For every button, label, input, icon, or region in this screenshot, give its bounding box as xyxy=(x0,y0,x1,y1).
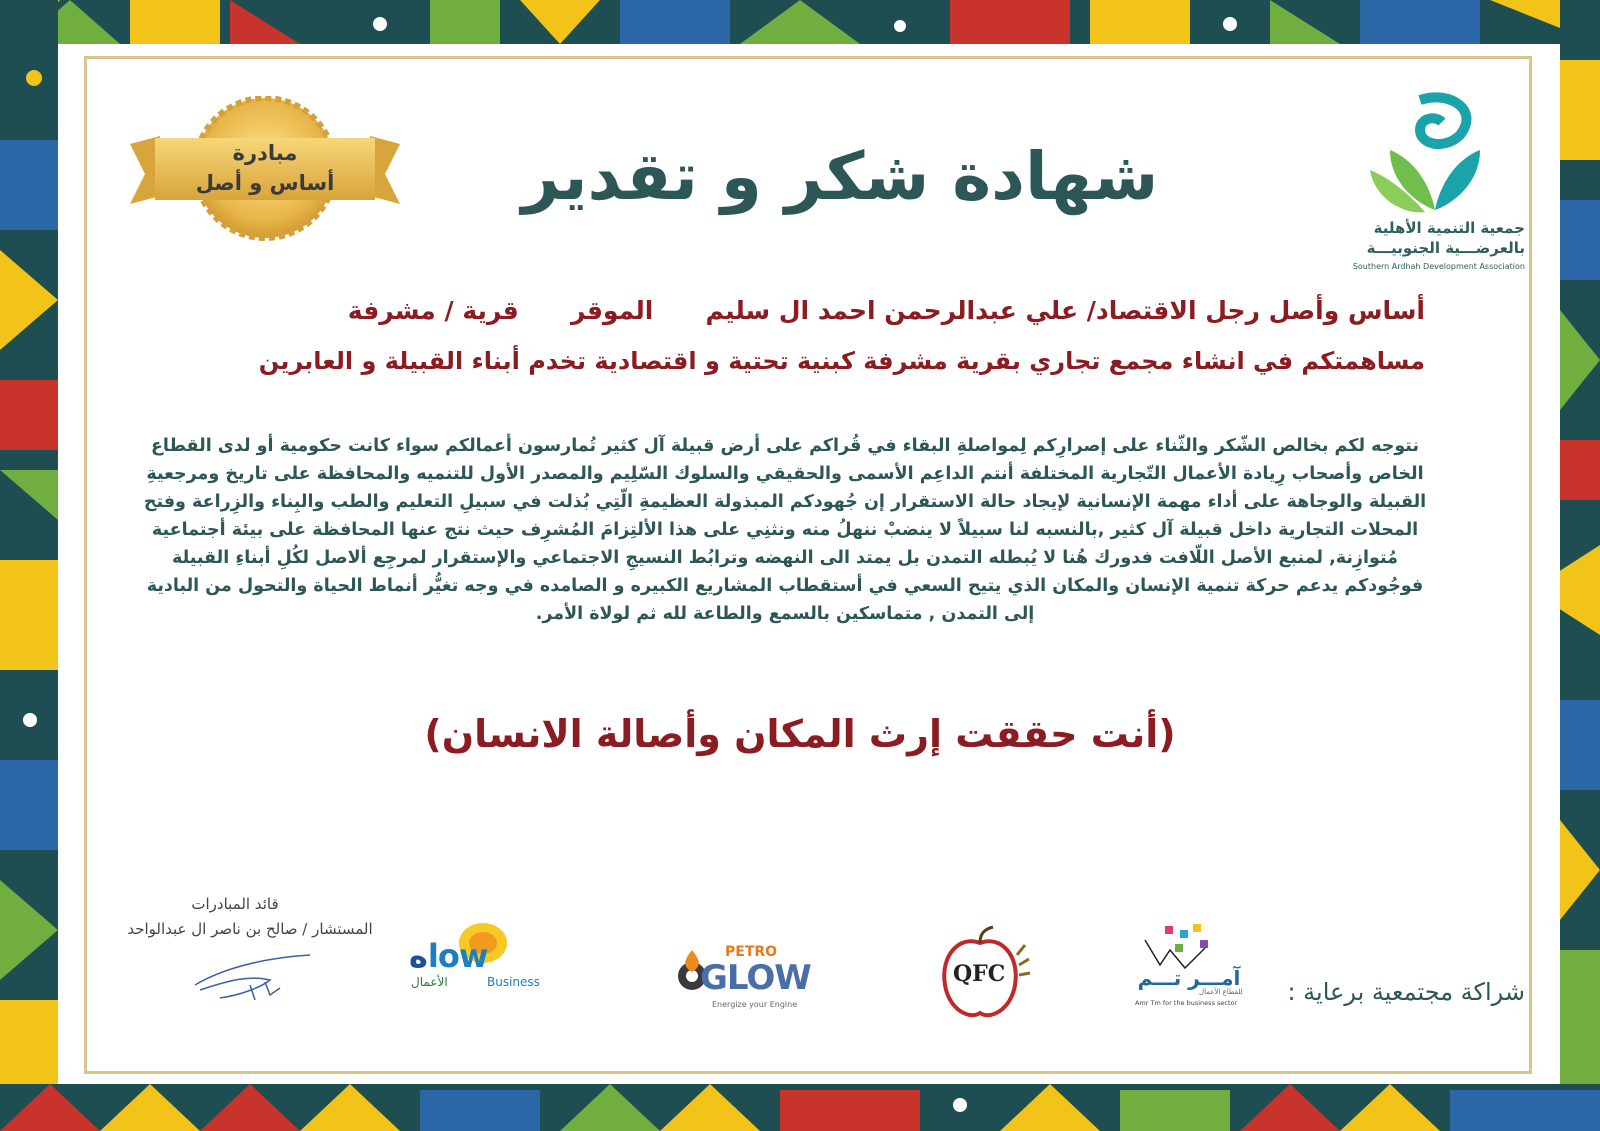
sponsor-logo-amr-tm xyxy=(1125,920,1245,1015)
badge-line1: مبادرة xyxy=(232,141,298,165)
organization-name-line1: جمعية التنمية الأهلية xyxy=(1373,219,1525,237)
sponsor-logo-petroglow xyxy=(670,944,840,1018)
sponsor-low-name: low xyxy=(427,937,488,975)
badge-line2: أساس و أصل xyxy=(195,171,335,195)
sponsor-petroglow-sub: Energize your Engine xyxy=(712,1000,798,1009)
certificate-title: شهادة شكر و تقدير xyxy=(521,138,1159,215)
sponsor-qfc-name: QFC xyxy=(953,961,1006,987)
initiative-badge xyxy=(180,138,350,198)
organization-name-en: Southern Ardhah Development Association xyxy=(1352,262,1525,271)
sponsor-logo-low-business xyxy=(405,915,545,1005)
organization-name-line2: بالعرضـــية الجنوبيـــة xyxy=(1366,239,1525,257)
closing-quote: (أنت حققت إرث المكان وأصالة الانسان) xyxy=(424,712,1176,756)
organization-name xyxy=(1340,218,1525,258)
signer-title: قائد المبادرات xyxy=(191,895,279,913)
signature-icon xyxy=(190,950,320,1010)
sponsor-low-prefix: ه xyxy=(409,937,428,975)
sponsor-amr-tm-tag: للقطاع الأعمال xyxy=(1199,988,1243,996)
sponsor-amr-tm-sub: Amr Tm for the business sector xyxy=(1135,999,1238,1007)
signer-name: المستشار / صالح بن ناصر ال عبدالواحد xyxy=(127,920,373,938)
sponsor-low-en: Business xyxy=(487,975,540,989)
partners-label: شراكة مجتمعية برعاية : xyxy=(1287,978,1525,1006)
sponsor-petroglow-top: PETRO xyxy=(725,944,778,960)
recipient-line: أساس وأصل رجل الاقتصاد/ علي عبدالرحمن احمد ال سليم الموقر قرية / مشرفة xyxy=(347,296,1425,325)
sponsor-amr-tm-name: آمـــر تـــم xyxy=(1137,966,1241,990)
sponsor-low-ar: الأعمال xyxy=(411,975,448,989)
sponsor-petroglow-name: GLOW xyxy=(700,958,811,998)
sponsor-logo-qfc xyxy=(935,925,1035,1025)
contribution-line: مساهمتكم في انشاء مجمع تجاري بقرية مشرفة كبنية تحتية و اقتصادية تخدم أبناء القبيلة و العابرين xyxy=(258,347,1425,375)
appreciation-paragraph: نتوجه لكم بخالص الشّكر والثّناء على إصرارِكم لِمواصلةِ البقاء في قُراكم على أرض قبيلة آل كثير تُمارسون أعمالكم سواء كانت حكومية أو لدى القطاع الخاص وأصحاب رِيادة الأعمال التّجارية المختلفة أنتم الداعِم الأسمى والحقيقي والسلوك السّلِيم والمصدر الأول للتنميه والمحافظة على تاريخ ومرجعيةِ القبيلة والوجاهة على أداء مهمة الإنسانية لإيجاد حالة الاستقرار إن جُهودكم المبذولة العظيمةِ الّتِي بُذلت في سبيلِ التعليم والطب والبِناء والزِراعة وفتح المحلات التجارية داخل قبيلة آل كثير ,بالنسبه لنا سبيلاً لا ينضبْ ننهلُ منه ونثنِي على هذا الألتِزامَ المُشرِف حيث نتج عنها المحافظة على بيئة أجتماعية مُتوازِنة, لمنبع الأصل اللّافت فدورك هُنا لا يُبطله التمدن بل يمتد الى النهضه وترابُط النسيجِ الاجتماعي والإستقرار لمرجِع ألاصل لكُلِ أبناءِ القبيلة فوجُودكم يدعم حركة تنمية الإنسان والمكان الذي يتيح السعي في أستقطاب المشاريع الكبيره و الصامده في وجه تغيُّر أنماط الحياة والتحول من البادية إلى التمدن , متماسكين بالسمع والطاعة لله ثم لولاة الأمر. xyxy=(143,436,1427,624)
